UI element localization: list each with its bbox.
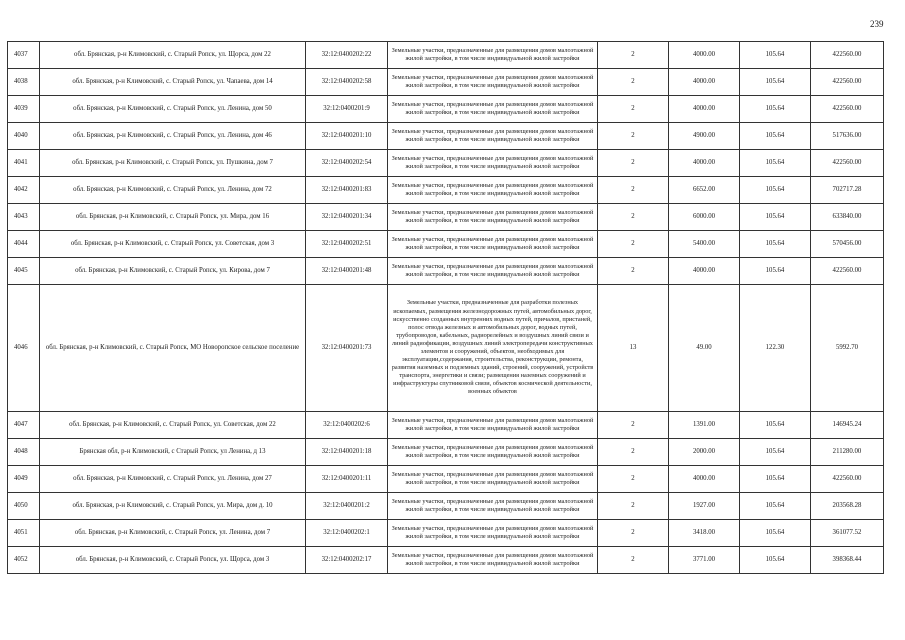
cadastral-number-cell: 32:12:0400202:17 bbox=[306, 547, 388, 574]
group-number-cell: 2 bbox=[598, 520, 669, 547]
specific-value-cell: 105.64 bbox=[740, 520, 811, 547]
table-row bbox=[8, 439, 884, 466]
row-number: 4041 bbox=[8, 150, 40, 177]
land-use-cell: Земельные участки, предназначенные для размещения домов малоэтажной жилой застройки, в том числе индивидуальной жилой застройки bbox=[388, 439, 598, 466]
land-use-cell: Земельные участки, предназначенные для размещения домов малоэтажной жилой застройки, в том числе индивидуальной жилой застройки bbox=[388, 493, 598, 520]
table-row bbox=[8, 466, 884, 493]
address-cell: обл. Брянская, р-н Климовский, с. Старый Ропск, ул. Ленина, дом 27 bbox=[40, 466, 306, 493]
specific-value-cell: 122.30 bbox=[740, 285, 811, 412]
cadastral-number-cell: 32:12:0400201:10 bbox=[306, 123, 388, 150]
land-use-cell: Земельные участки, предназначенные для размещения домов малоэтажной жилой застройки, в том числе индивидуальной жилой застройки bbox=[388, 96, 598, 123]
group-number-cell: 2 bbox=[598, 258, 669, 285]
specific-value-cell: 105.64 bbox=[740, 150, 811, 177]
land-use-cell: Земельные участки, предназначенные для размещения домов малоэтажной жилой застройки, в том числе индивидуальной жилой застройки bbox=[388, 150, 598, 177]
address-cell: обл. Брянская, р-н Климовский, с. Старый Ропск, ул. Кирова, дом 7 bbox=[40, 258, 306, 285]
group-number-cell: 2 bbox=[598, 96, 669, 123]
address-cell: Брянская обл, р-н Климовский, с Старый Ропск, ул Ленина, д 13 bbox=[40, 439, 306, 466]
land-use-cell: Земельные участки, предназначенные для размещения домов малоэтажной жилой застройки, в том числе индивидуальной жилой застройки bbox=[388, 520, 598, 547]
cadastral-number-cell: 32:12:0400202:54 bbox=[306, 150, 388, 177]
cadastral-value-cell: 5992.70 bbox=[811, 285, 884, 412]
specific-value-cell: 105.64 bbox=[740, 42, 811, 69]
group-number-cell: 2 bbox=[598, 177, 669, 204]
group-number-cell: 2 bbox=[598, 412, 669, 439]
table-row bbox=[8, 258, 884, 285]
specific-value-cell: 105.64 bbox=[740, 231, 811, 258]
land-use-cell: Земельные участки, предназначенные для размещения домов малоэтажной жилой застройки, в том числе индивидуальной жилой застройки bbox=[388, 258, 598, 285]
address-cell: обл. Брянская, р-н Климовский, с. Старый Ропск, ул. Ленина, дом 7 bbox=[40, 520, 306, 547]
table-row bbox=[8, 547, 884, 574]
group-number-cell: 2 bbox=[598, 493, 669, 520]
group-number-cell: 2 bbox=[598, 231, 669, 258]
area-cell: 6652.00 bbox=[669, 177, 740, 204]
table-row bbox=[8, 69, 884, 96]
area-cell: 4000.00 bbox=[669, 96, 740, 123]
area-cell: 4000.00 bbox=[669, 42, 740, 69]
group-number-cell: 2 bbox=[598, 123, 669, 150]
specific-value-cell: 105.64 bbox=[740, 466, 811, 493]
cadastral-value-cell: 422560.00 bbox=[811, 42, 884, 69]
specific-value-cell: 105.64 bbox=[740, 69, 811, 96]
address-cell: обл. Брянская, р-н Климовский, с. Старый Ропск, ул. Мира, дом 16 bbox=[40, 204, 306, 231]
land-use-cell: Земельные участки, предназначенные для размещения домов малоэтажной жилой застройки, в том числе индивидуальной жилой застройки bbox=[388, 69, 598, 96]
table-row bbox=[8, 520, 884, 547]
table-row bbox=[8, 285, 884, 412]
cadastral-value-cell: 517636.00 bbox=[811, 123, 884, 150]
area-cell: 4000.00 bbox=[669, 258, 740, 285]
cadastral-number-cell: 32:12:0400201:83 bbox=[306, 177, 388, 204]
cadastral-number-cell: 32:12:0400202:58 bbox=[306, 69, 388, 96]
cadastral-value-cell: 422560.00 bbox=[811, 150, 884, 177]
row-number: 4043 bbox=[8, 204, 40, 231]
table-body bbox=[8, 42, 884, 574]
row-number: 4046 bbox=[8, 285, 40, 412]
table-row bbox=[8, 204, 884, 231]
cadastral-number-cell: 32:12:0400201:2 bbox=[306, 493, 388, 520]
row-number: 4047 bbox=[8, 412, 40, 439]
table-row bbox=[8, 42, 884, 69]
cadastral-value-cell: 422560.00 bbox=[811, 258, 884, 285]
cadastral-number-cell: 32:12:0400202:51 bbox=[306, 231, 388, 258]
address-cell: обл. Брянская, р-н Климовский, с. Старый Ропск, ул. Мира, дом д. 10 bbox=[40, 493, 306, 520]
cadastral-value-cell: 422560.00 bbox=[811, 69, 884, 96]
cadastral-value-cell: 211280.00 bbox=[811, 439, 884, 466]
row-number: 4042 bbox=[8, 177, 40, 204]
address-cell: обл. Брянская, р-н Климовский, с. Старый Ропск, МО Новоропское сельское поселение bbox=[40, 285, 306, 412]
specific-value-cell: 105.64 bbox=[740, 439, 811, 466]
group-number-cell: 13 bbox=[598, 285, 669, 412]
cadastral-value-cell: 361077.52 bbox=[811, 520, 884, 547]
area-cell: 4000.00 bbox=[669, 69, 740, 96]
row-number: 4037 bbox=[8, 42, 40, 69]
cadastral-number-cell: 32:12:0400202:6 bbox=[306, 412, 388, 439]
cadastral-value-cell: 398368.44 bbox=[811, 547, 884, 574]
area-cell: 3418.00 bbox=[669, 520, 740, 547]
row-number: 4038 bbox=[8, 69, 40, 96]
land-use-cell: Земельные участки, предназначенные для размещения домов малоэтажной жилой застройки, в том числе индивидуальной жилой застройки bbox=[388, 123, 598, 150]
land-use-cell: Земельные участки, предназначенные для размещения домов малоэтажной жилой застройки, в том числе индивидуальной жилой застройки bbox=[388, 412, 598, 439]
cadastral-value-cell: 203568.28 bbox=[811, 493, 884, 520]
area-cell: 1927.00 bbox=[669, 493, 740, 520]
area-cell: 4000.00 bbox=[669, 466, 740, 493]
row-number: 4050 bbox=[8, 493, 40, 520]
address-cell: обл. Брянская, р-н Климовский, с. Старый Ропск, ул. Ленина, дом 50 bbox=[40, 96, 306, 123]
specific-value-cell: 105.64 bbox=[740, 204, 811, 231]
land-use-cell: Земельные участки, предназначенные для разработки полезных ископаемых, размещения железнодорожных путей, автомобильных дорог, искусственно созданных внутренних водных путей, причалов, пристаней, полос отвода железных и автомобильных дорог, водных путей, трубопроводов, кабельных, радиорелейных и воздушных линий связи и линий радиофикации, воздушных линий электропередачи конструктивных элементов и сооружений, объектов, необходимых для эксплуатации,содержания, строительства, реконструкции, ремонта, развития наземных и подземных зданий, строений, сооружений, устройств транспорта, энергетики и связи; размещения наземных сооружений и инфраструктуры спутниковой связи, объектов космической деятельности, военных объектов bbox=[388, 285, 598, 412]
row-number: 4045 bbox=[8, 258, 40, 285]
area-cell: 2000.00 bbox=[669, 439, 740, 466]
table-row bbox=[8, 123, 884, 150]
row-number: 4052 bbox=[8, 547, 40, 574]
cadastral-value-cell: 633840.00 bbox=[811, 204, 884, 231]
group-number-cell: 2 bbox=[598, 42, 669, 69]
cadastral-number-cell: 32:12:0400201:48 bbox=[306, 258, 388, 285]
row-number: 4044 bbox=[8, 231, 40, 258]
group-number-cell: 2 bbox=[598, 547, 669, 574]
area-cell: 4000.00 bbox=[669, 150, 740, 177]
specific-value-cell: 105.64 bbox=[740, 547, 811, 574]
area-cell: 6000.00 bbox=[669, 204, 740, 231]
cadastral-value-cell: 570456.00 bbox=[811, 231, 884, 258]
area-cell: 3771.00 bbox=[669, 547, 740, 574]
address-cell: обл. Брянская, р-н Климовский, с. Старый Ропск, ул. Советская, дом 22 bbox=[40, 412, 306, 439]
row-number: 4048 bbox=[8, 439, 40, 466]
address-cell: обл. Брянская, р-н Климовский, с. Старый Ропск, ул. Щорса, дом 22 bbox=[40, 42, 306, 69]
table-row bbox=[8, 231, 884, 258]
specific-value-cell: 105.64 bbox=[740, 493, 811, 520]
address-cell: обл. Брянская, р-н Климовский, с. Старый Ропск, ул. Щорса, дом 3 bbox=[40, 547, 306, 574]
row-number: 4039 bbox=[8, 96, 40, 123]
table-row bbox=[8, 412, 884, 439]
page-number: 239 bbox=[870, 19, 884, 29]
land-use-cell: Земельные участки, предназначенные для размещения домов малоэтажной жилой застройки, в том числе индивидуальной жилой застройки bbox=[388, 42, 598, 69]
address-cell: обл. Брянская, р-н Климовский, с. Старый Ропск, ул. Пушкина, дом 7 bbox=[40, 150, 306, 177]
row-number: 4051 bbox=[8, 520, 40, 547]
group-number-cell: 2 bbox=[598, 150, 669, 177]
row-number: 4040 bbox=[8, 123, 40, 150]
land-register-table bbox=[7, 41, 884, 574]
cadastral-value-cell: 146945.24 bbox=[811, 412, 884, 439]
cadastral-number-cell: 32:12:0400202:1 bbox=[306, 520, 388, 547]
group-number-cell: 2 bbox=[598, 204, 669, 231]
area-cell: 4900.00 bbox=[669, 123, 740, 150]
cadastral-number-cell: 32:12:0400201:73 bbox=[306, 285, 388, 412]
address-cell: обл. Брянская, р-н Климовский, с. Старый Ропск, ул. Ленина, дом 72 bbox=[40, 177, 306, 204]
address-cell: обл. Брянская, р-н Климовский, с. Старый Ропск, ул. Советская, дом 3 bbox=[40, 231, 306, 258]
specific-value-cell: 105.64 bbox=[740, 412, 811, 439]
cadastral-number-cell: 32:12:0400201:11 bbox=[306, 466, 388, 493]
table-row bbox=[8, 177, 884, 204]
cadastral-number-cell: 32:12:0400202:22 bbox=[306, 42, 388, 69]
cadastral-number-cell: 32:12:0400201:18 bbox=[306, 439, 388, 466]
address-cell: обл. Брянская, р-н Климовский, с. Старый Ропск, ул. Ленина, дом 46 bbox=[40, 123, 306, 150]
table-row bbox=[8, 96, 884, 123]
group-number-cell: 2 bbox=[598, 439, 669, 466]
row-number: 4049 bbox=[8, 466, 40, 493]
group-number-cell: 2 bbox=[598, 466, 669, 493]
address-cell: обл. Брянская, р-н Климовский, с. Старый Ропск, ул. Чапаева, дом 14 bbox=[40, 69, 306, 96]
cadastral-number-cell: 32:12:0400201:34 bbox=[306, 204, 388, 231]
area-cell: 1391.00 bbox=[669, 412, 740, 439]
specific-value-cell: 105.64 bbox=[740, 177, 811, 204]
table-row bbox=[8, 493, 884, 520]
land-use-cell: Земельные участки, предназначенные для размещения домов малоэтажной жилой застройки, в том числе индивидуальной жилой застройки bbox=[388, 547, 598, 574]
table-row bbox=[8, 150, 884, 177]
group-number-cell: 2 bbox=[598, 69, 669, 96]
specific-value-cell: 105.64 bbox=[740, 96, 811, 123]
land-use-cell: Земельные участки, предназначенные для размещения домов малоэтажной жилой застройки, в том числе индивидуальной жилой застройки bbox=[388, 466, 598, 493]
cadastral-number-cell: 32:12:0400201:9 bbox=[306, 96, 388, 123]
area-cell: 5400.00 bbox=[669, 231, 740, 258]
cadastral-value-cell: 702717.28 bbox=[811, 177, 884, 204]
land-use-cell: Земельные участки, предназначенные для размещения домов малоэтажной жилой застройки, в том числе индивидуальной жилой застройки bbox=[388, 231, 598, 258]
area-cell: 49.00 bbox=[669, 285, 740, 412]
cadastral-value-cell: 422560.00 bbox=[811, 466, 884, 493]
specific-value-cell: 105.64 bbox=[740, 123, 811, 150]
cadastral-value-cell: 422560.00 bbox=[811, 96, 884, 123]
land-use-cell: Земельные участки, предназначенные для размещения домов малоэтажной жилой застройки, в том числе индивидуальной жилой застройки bbox=[388, 177, 598, 204]
specific-value-cell: 105.64 bbox=[740, 258, 811, 285]
land-use-cell: Земельные участки, предназначенные для размещения домов малоэтажной жилой застройки, в том числе индивидуальной жилой застройки bbox=[388, 204, 598, 231]
